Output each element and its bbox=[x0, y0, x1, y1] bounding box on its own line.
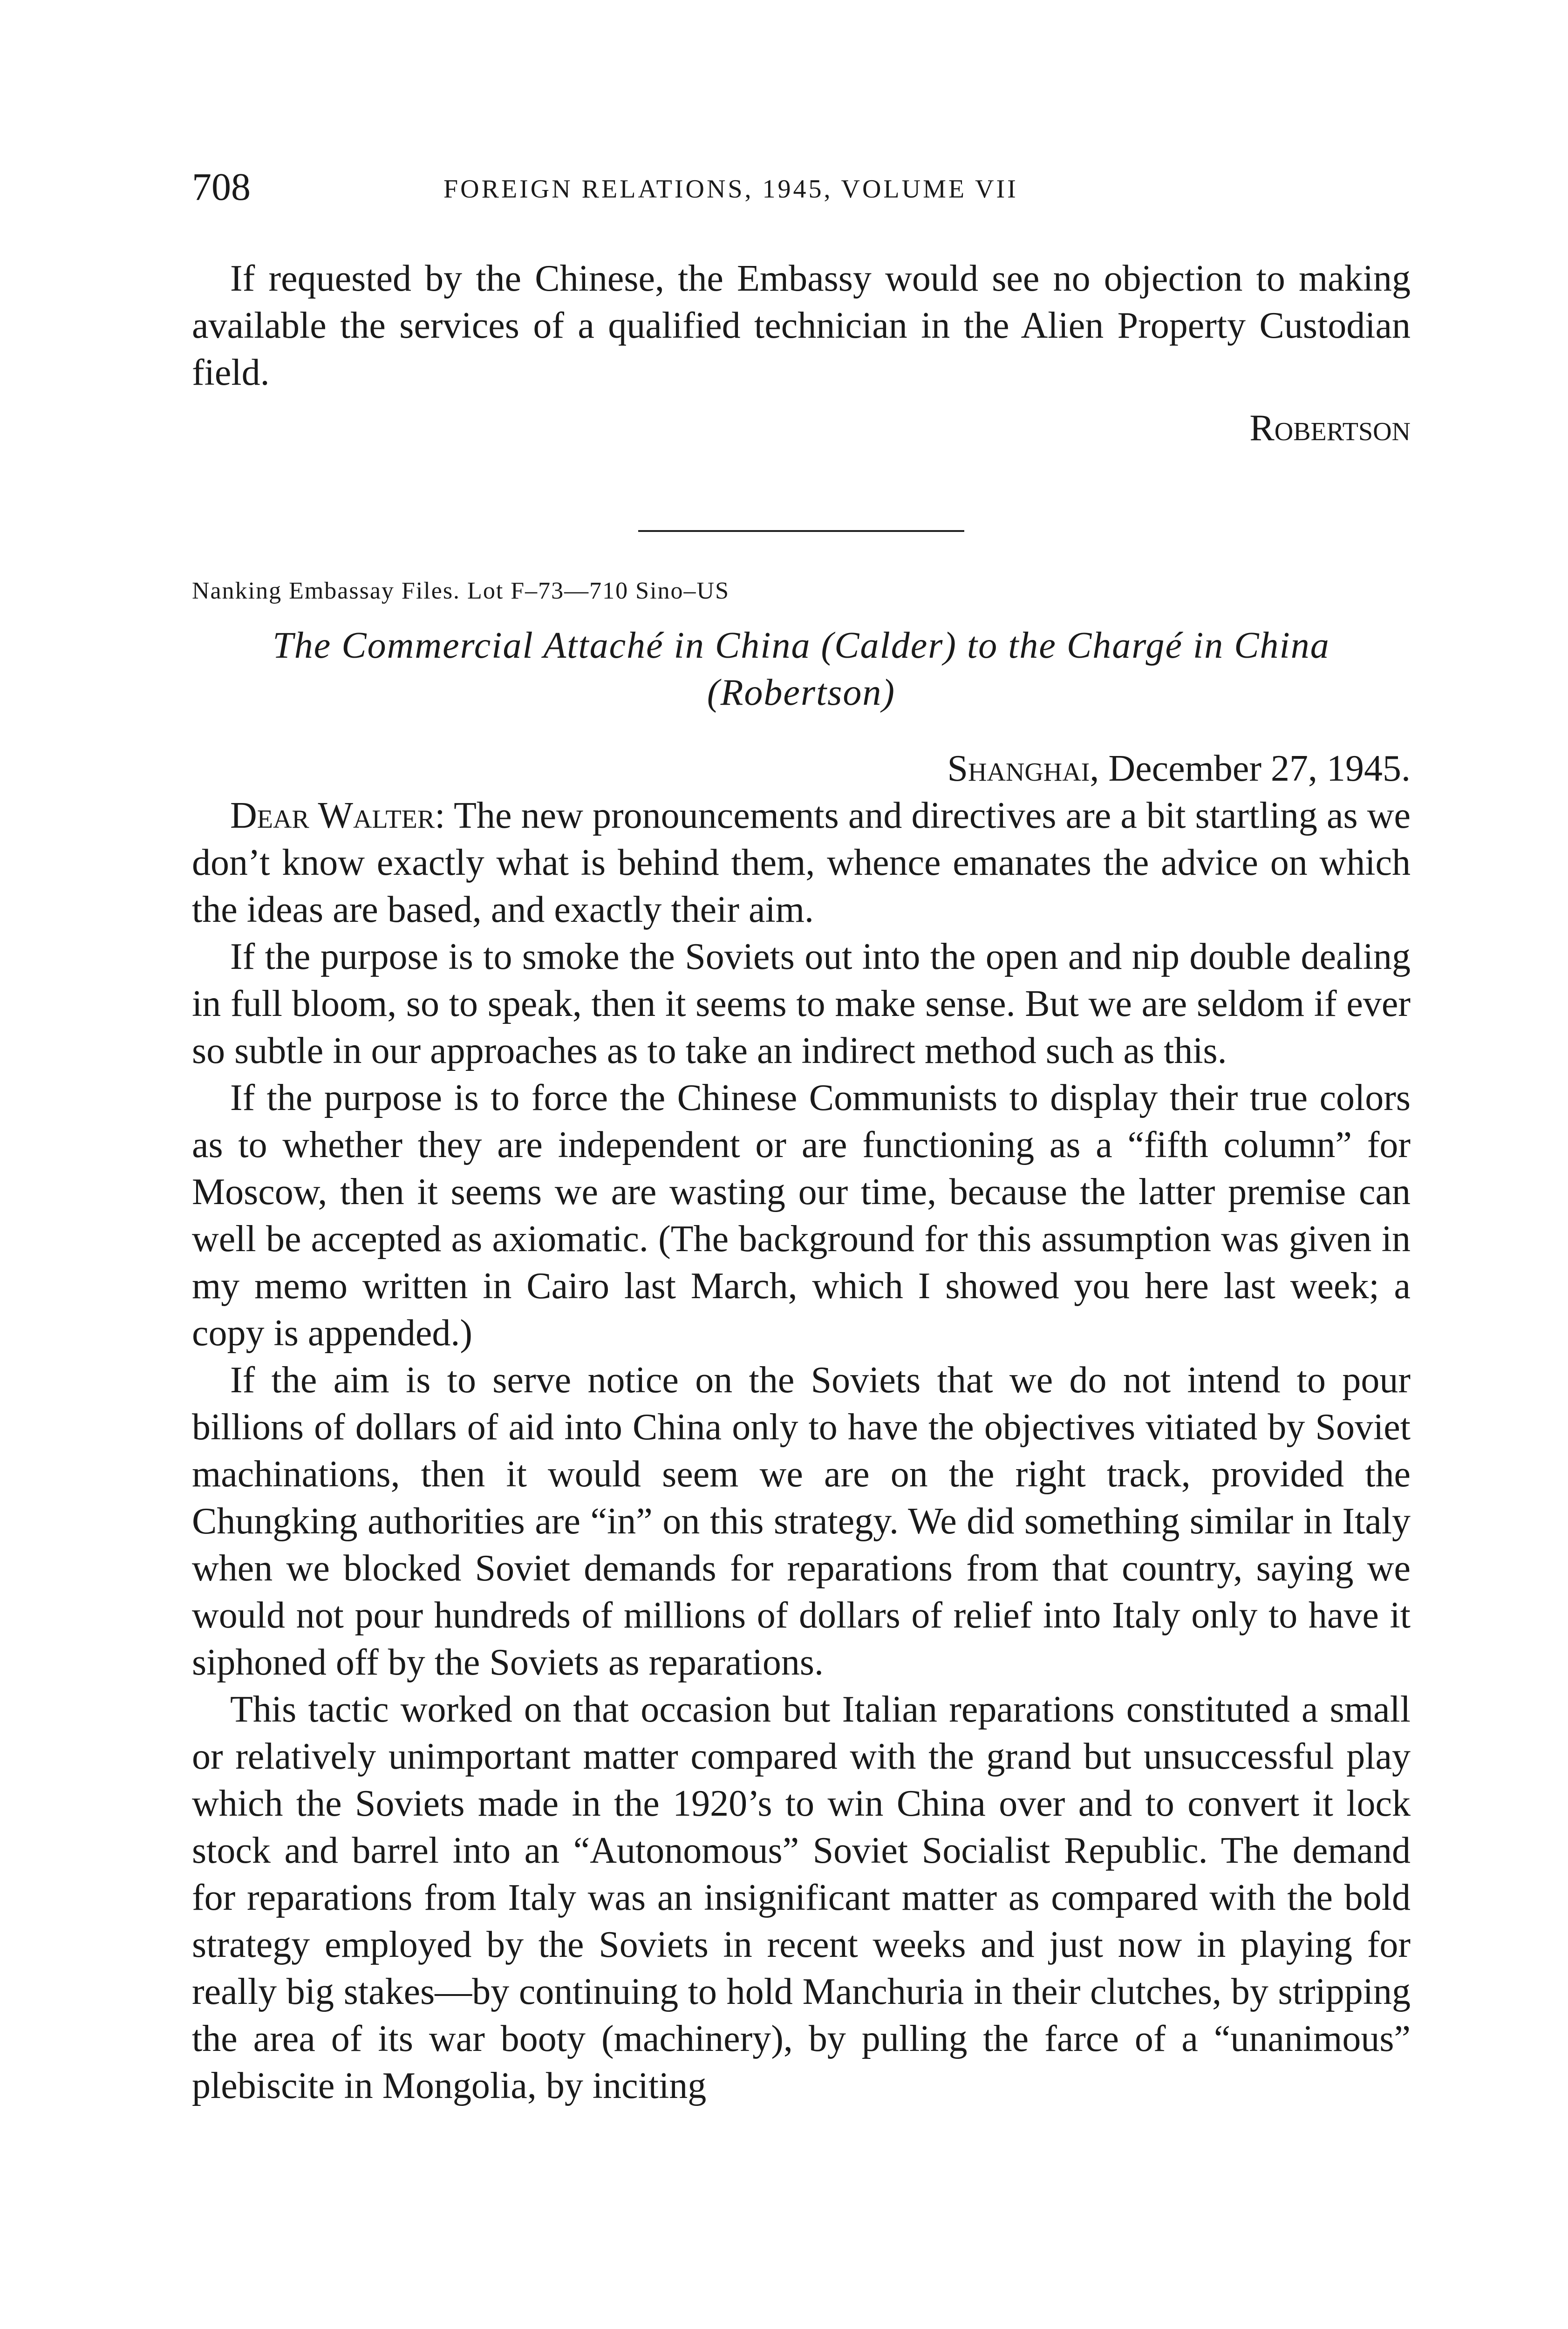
document-title-line-1: The Commercial Attaché in China (Calder) to the Chargé in China bbox=[273, 625, 1330, 666]
letter-paragraph-2: If the purpose is to smoke the Soviets out into the open and nip double dealing in full bloom, so to speak, then it seems to make sense. But we are seldom if ever so subtle in our approaches as to take an indirect method such as this. bbox=[192, 936, 1411, 1071]
running-header bbox=[192, 165, 1411, 219]
dateline-date: , December 27, 1945. bbox=[1090, 748, 1411, 789]
letter-paragraph-5: This tactic worked on that occasion but Italian reparations constituted a small or relatively unimportant matter compared with the grand but unsuccessful play which the Soviets made in the 1920’s to win China over and to convert it lock stock and barrel into an “Autonomous” Soviet Socialist Republic. The demand for reparations from Italy was an insignificant matter as compared with the bold strategy employed by the Soviets in recent weeks and just now in playing for really big stakes—by continuing to hold Manchuria in their clutches, by stripping the area of its war booty (machinery), by pulling the farce of a “unanimous” plebiscite in Mongolia, by inciting bbox=[192, 1689, 1411, 2106]
intro-paragraph: If requested by the Chinese, the Embassy would see no objection to making available the services of a qualified technician in the Alien Property Custodian field. bbox=[192, 258, 1411, 393]
salutation: Dear Walter bbox=[230, 795, 435, 836]
salutation-colon: : bbox=[435, 795, 454, 836]
section-divider bbox=[638, 530, 964, 532]
running-header-title: FOREIGN RELATIONS, 1945, VOLUME VII bbox=[443, 175, 1018, 204]
document-page bbox=[192, 165, 1411, 2110]
letter-paragraph-1-text: The new pronouncements and directives are a bit startling as we don’t know exactly what is behind them, whence emanates the advice on which the ideas are based, and exactly their aim. bbox=[192, 795, 1411, 930]
document-title-line-2: (Robertson) bbox=[707, 672, 896, 713]
letter-paragraph-4: If the aim is to serve notice on the Soviets that we do not intend to pour billions of dollars of aid into China only to have the objectives vitiated by Soviet machinations, then it would seem we are on the right track, provided the Chungking authorities are “in” on this strategy. We did something similar in Italy when we blocked Soviet demands for reparations from that country, saying we would not pour hundreds of millions of dollars of relief into Italy only to have it siphoned off by the Soviets as reparations. bbox=[192, 1360, 1411, 1683]
dateline bbox=[192, 745, 1411, 792]
document-title bbox=[192, 622, 1411, 716]
letter-paragraph-1 bbox=[192, 792, 1411, 933]
letter-paragraph-3: If the purpose is to force the Chinese Communists to display their true colors as to whether they are independent or are functioning as a “fifth column” for Moscow, then it seems we are wasting our time, because the latter premise can well be accepted as axiomatic. (The background for this assumption was given in my memo written in Cairo last March, which I showed you here last week; a copy is appended.) bbox=[192, 1077, 1411, 1354]
signature: Robertson bbox=[1249, 408, 1411, 449]
dateline-place: Shanghai bbox=[947, 748, 1090, 789]
page-number: 708 bbox=[192, 165, 251, 209]
source-note: Nanking Embassay Files. Lot F–73—710 Sino–US bbox=[192, 578, 730, 604]
